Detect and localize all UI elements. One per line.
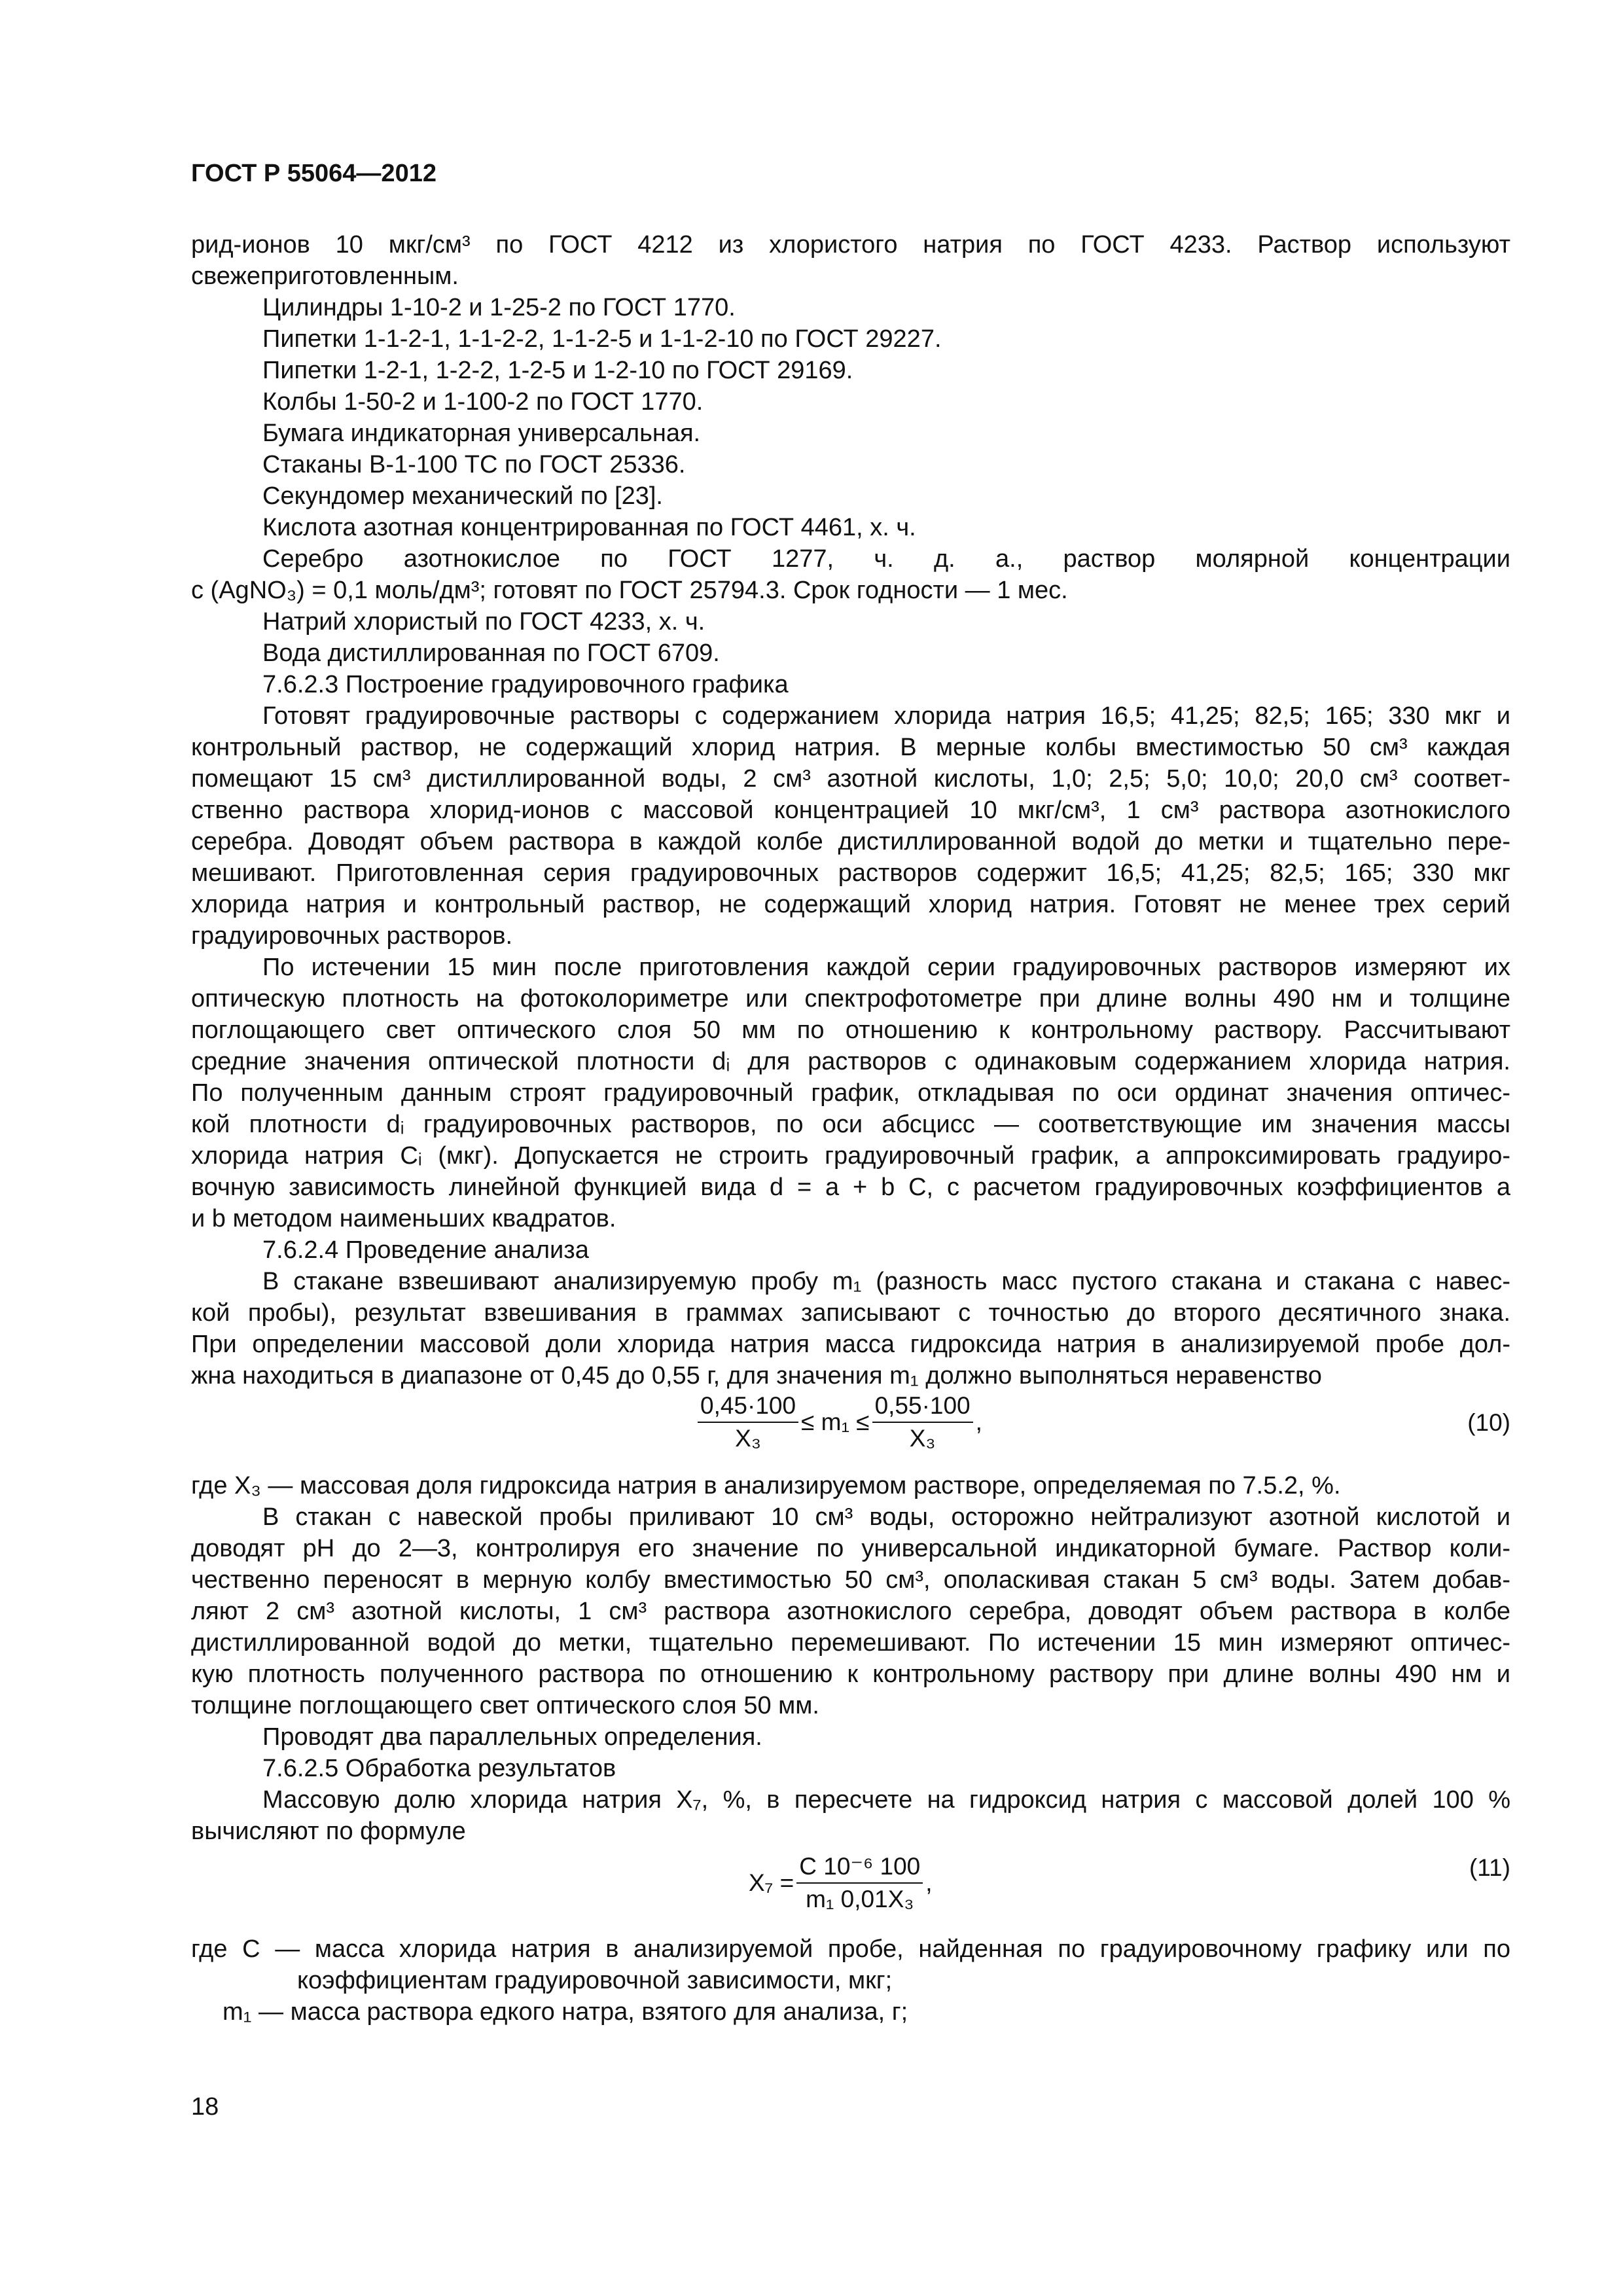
list-item: Пипетки 1-1-2-1, 1-1-2-2, 1-1-2-5 и 1-1-2-10 по ГОСТ 29227. <box>262 325 942 353</box>
text-line: дистиллированной водой до метки, тщательно перемешивают. По истечении 15 мин измеряют оптичес- <box>191 1629 1510 1657</box>
formula-10-right-fraction <box>872 1391 973 1453</box>
formula-10-tail: , <box>975 1408 982 1435</box>
text-line: m₁ — масса раствора едкого натра, взятого для анализа, г; <box>223 1998 908 2026</box>
page-number: 18 <box>191 2093 219 2121</box>
list-item: Кислота азотная концентрированная по ГОСТ 4461, х. ч. <box>262 514 916 541</box>
document-header: ГОСТ Р 55064—2012 <box>191 160 437 187</box>
text-line: оптическую плотность на фотоколориметре или спектрофотометре при длине волны 490 нм и толщине <box>191 985 1510 1013</box>
text-line: кой пробы), результат взвешивания в граммах записывают с точностью до второго десятичного знака. <box>191 1299 1510 1327</box>
fraction-denominator: X₃ <box>909 1425 936 1452</box>
text-line: Массовую долю хлорида натрия X₇, %, в пересчете на гидроксид натрия с массовой долей 100 % <box>262 1786 1510 1814</box>
list-item: Вода дистиллированная по ГОСТ 6709. <box>262 639 720 667</box>
text-line: чественно переносят в мерную колбу вместимостью 50 см³, ополаскивая стакан 5 см³ воды. Затем добав- <box>191 1566 1510 1594</box>
list-item: Секундомер механический по [23]. <box>262 482 663 510</box>
text-line: мешивают. Приготовленная серия градуировочных растворов содержит 16,5; 41,25; 82,5; 165; 330 мкг <box>191 859 1510 887</box>
text-line: где C — масса хлорида натрия в анализируемой пробе, найденная по градуировочному графику или по <box>191 1935 1510 1963</box>
text-line: кой плотности dᵢ градуировочных растворов, по оси абсцисс — соответствующие им значения массы <box>191 1111 1510 1138</box>
document-body <box>191 229 1510 2028</box>
fraction-denominator: X₃ <box>735 1425 761 1452</box>
section-heading: 7.6.2.4 Проведение анализа <box>262 1236 589 1264</box>
text-line: доводят pH до 2—3, контролируя его значение по универсальной индикаторной бумаге. Раствор коли- <box>191 1535 1510 1562</box>
list-item: Пипетки 1-2-1, 1-2-2, 1-2-5 и 1-2-10 по ГОСТ 29169. <box>262 357 853 384</box>
text-line: В стакане взвешивают анализируемую пробу m₁ (разность масс пустого стакана и стакана с навес- <box>262 1268 1510 1295</box>
formula-10 <box>191 1391 1510 1470</box>
text-line: помещают 15 см³ дистиллированной воды, 2 см³ азотной кислоты, 1,0; 2,5; 5,0; 10,0; 20,0 см³ соответ- <box>191 765 1510 793</box>
fraction-numerator: 0,45·100 <box>698 1391 798 1423</box>
list-item: Цилиндры 1-10-2 и 1-25-2 по ГОСТ 1770. <box>262 294 736 321</box>
formula-11-body <box>749 1852 933 1914</box>
text-line: ляют 2 см³ азотной кислоты, 1 см³ раствора азотнокислого серебра, доводят объем раствора в колбе <box>191 1598 1510 1625</box>
formula-11-fraction <box>796 1852 923 1914</box>
list-item: Бумага индикаторная универсальная. <box>262 420 701 447</box>
formula-10-inequality: ≤ m₁ ≤ <box>801 1408 870 1435</box>
equation-number: (10) <box>1467 1409 1510 1436</box>
text-line: средние значения оптической плотности dᵢ для растворов с одинаковым содержанием хлорида натрия. <box>191 1048 1510 1075</box>
text-line: По истечении 15 мин после приготовления каждой серии градуировочных растворов измеряют их <box>262 954 1510 981</box>
text-line: контрольный раствор, не содержащий хлорид натрия. В мерные колбы вместимостью 50 см³ каждая <box>191 734 1510 761</box>
text-line: вочную зависимость линейной функцией вида d = a + b C, с расчетом градуировочных коэффициентов a <box>191 1174 1510 1201</box>
list-item: Стаканы В-1-100 ТС по ГОСТ 25336. <box>262 451 686 478</box>
text-line: кую плотность полученного раствора по отношению к контрольному раствору при длине волны 490 нм и <box>191 1660 1510 1688</box>
formula-11 <box>191 1847 1510 1933</box>
fraction-numerator: C 10⁻⁶ 100 <box>796 1852 923 1884</box>
text-line: рид-ионов 10 мкг/см³ по ГОСТ 4212 из хлористого натрия по ГОСТ 4233. Раствор используют <box>191 231 1510 259</box>
fraction-denominator: m₁ 0,01X₃ <box>806 1886 914 1912</box>
text-line: хлорида натрия и контрольный раствор, не содержащий хлорид натрия. Готовят не менее трех серий <box>191 891 1510 918</box>
text-line: градуировочных растворов. <box>191 922 513 950</box>
text-line: вычисляют по формуле <box>191 1818 466 1845</box>
fraction-numerator: 0,55·100 <box>872 1391 973 1423</box>
text-line: хлорида натрия Cᵢ (мкг). Допускается не строить градуировочный график, а аппроксимировать градуиро- <box>191 1142 1510 1170</box>
text-line: Готовят градуировочные растворы с содержанием хлорида натрия 16,5; 41,25; 82,5; 165; 330 мкг и <box>262 702 1510 730</box>
list-item: Серебро азотнокислое по ГОСТ 1277, ч. д. а., раствор молярной концентрации <box>262 545 1510 573</box>
formula-10-left-fraction <box>698 1391 798 1453</box>
list-item: Колбы 1-50-2 и 1-100-2 по ГОСТ 1770. <box>262 388 704 416</box>
list-item: Натрий хлористый по ГОСТ 4233, х. ч. <box>262 608 705 636</box>
text-line: свежеприготовленным. <box>191 262 459 290</box>
formula-11-tail: , <box>925 1869 933 1896</box>
text-line: где X₃ — массовая доля гидроксида натрия в анализируемом растворе, определяемая по 7.5.2, %. <box>191 1472 1341 1499</box>
section-heading: 7.6.2.3 Построение градуировочного графика <box>262 671 789 698</box>
text-line: толщине поглощающего свет оптического слоя 50 мм. <box>191 1692 819 1719</box>
text-line: жна находиться в диапазоне от 0,45 до 0,55 г, для значения m₁ должно выполняться неравенство <box>191 1362 1322 1390</box>
text-line: с (AgNO₃) = 0,1 моль/дм³; готовят по ГОСТ 25794.3. Срок годности — 1 мес. <box>191 577 1068 604</box>
text-line: серебра. Доводят объем раствора в каждой колбе дистиллированной водой до метки и тщательно пере- <box>191 828 1510 855</box>
text-line: По полученным данным строят градуировочный график, откладывая по оси ординат значения оптичес- <box>191 1079 1510 1107</box>
formula-10-body <box>695 1391 982 1453</box>
text-line: ственно раствора хлорид-ионов с массовой концентрацией 10 мкг/см³, 1 см³ раствора азотнокислого <box>191 797 1510 824</box>
equation-number: (11) <box>1469 1854 1510 1881</box>
text-line: коэффициентам градуировочной зависимости, мкг; <box>297 1967 893 1994</box>
text-line: поглощающего свет оптического слоя 50 мм по отношению к контрольному раствору. Рассчитывают <box>191 1016 1510 1044</box>
text-line: и b методом наименьших квадратов. <box>191 1205 616 1232</box>
section-heading: 7.6.2.5 Обработка результатов <box>262 1755 616 1782</box>
formula-11-lhs: X₇ = <box>749 1869 794 1896</box>
text-line: При определении массовой доли хлорида натрия масса гидроксида натрия в анализируемой пробе дол- <box>191 1331 1510 1358</box>
text-line: Проводят два параллельных определения. <box>262 1723 762 1751</box>
text-line: В стакан с навеской пробы приливают 10 см³ воды, осторожно нейтрализуют азотной кислотой и <box>262 1503 1510 1531</box>
